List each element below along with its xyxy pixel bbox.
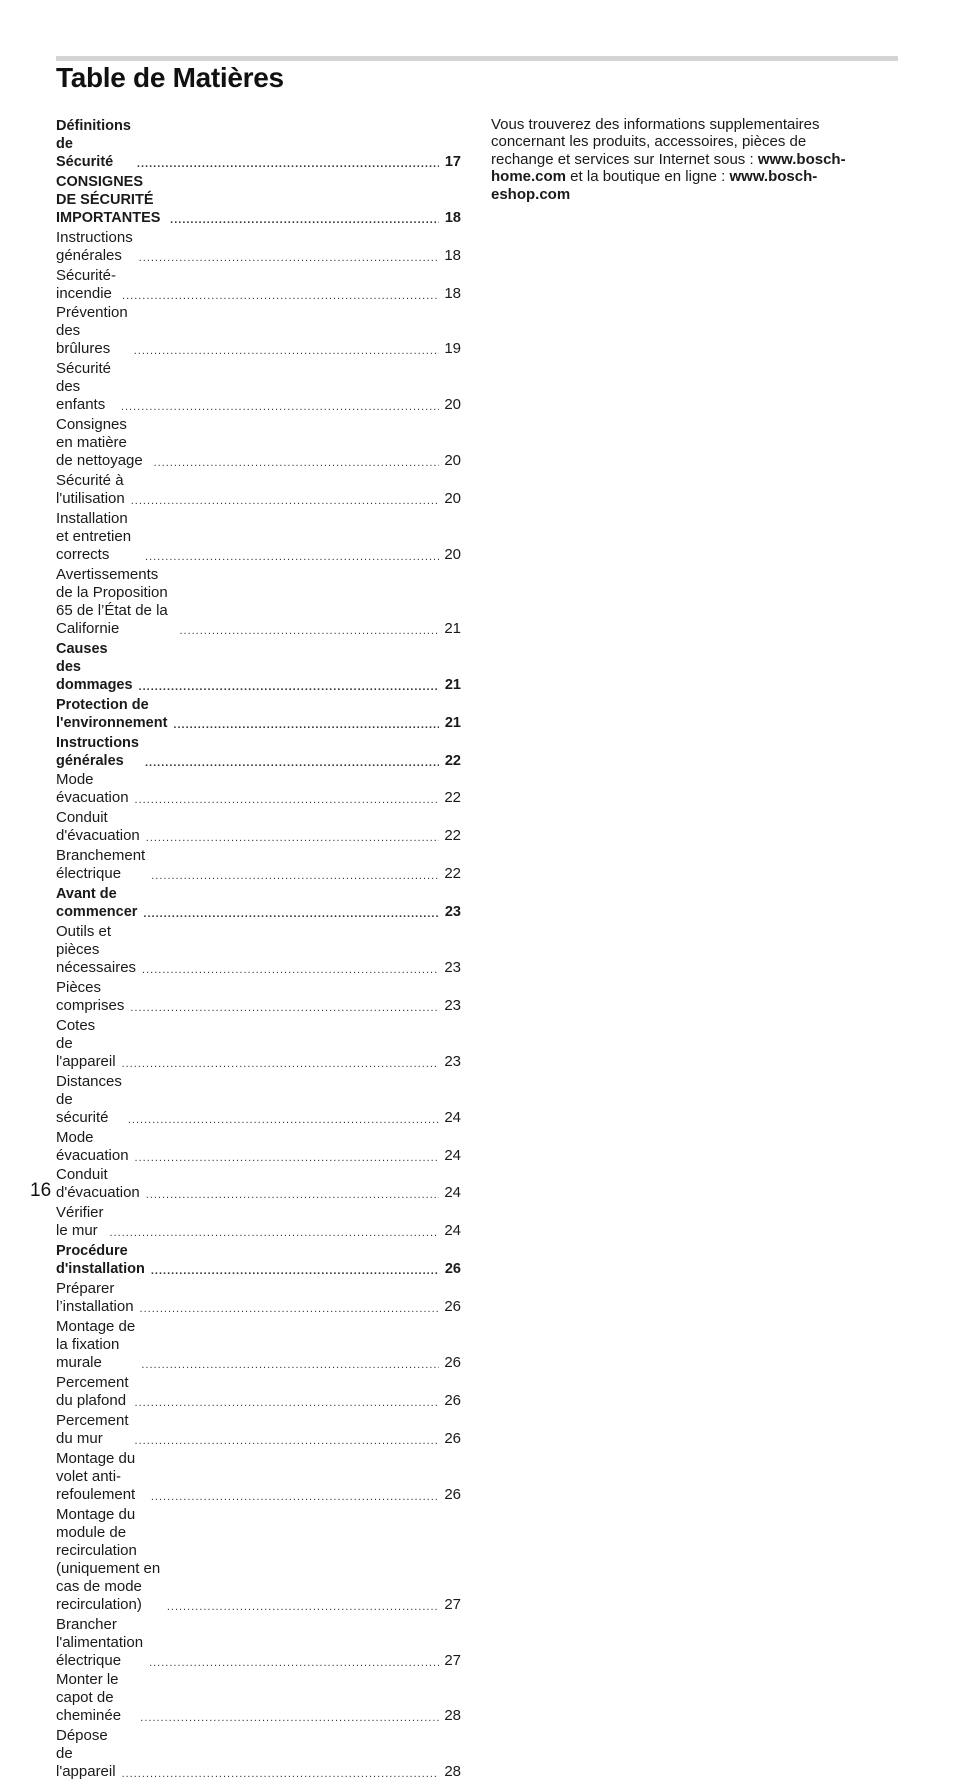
toc-entry[interactable]	[56, 638, 461, 694]
toc-entry-title-line: Causes des dommages	[56, 640, 133, 693]
toc-entry[interactable]	[56, 1448, 461, 1504]
toc-entry-title	[56, 885, 137, 921]
toc-entry[interactable]	[56, 1670, 461, 1726]
toc-entry-title-line: Avant de commencer	[56, 886, 138, 921]
toc-dot-leader	[128, 1113, 439, 1127]
toc-entry[interactable]	[56, 115, 461, 171]
toc-entry-title	[56, 734, 139, 770]
toc-dot-leader	[135, 1151, 439, 1165]
toc-dot-leader	[179, 624, 439, 638]
toc-entry[interactable]	[56, 1316, 461, 1372]
toc-entry-title	[56, 1450, 145, 1504]
toc-entry[interactable]	[56, 1165, 461, 1203]
toc-entry-page: 27	[444, 1595, 461, 1613]
toc-dot-leader	[131, 494, 439, 508]
toc-entry-title-line: CONSIGNES DE SÉCURITÉ IMPORTANTES	[56, 173, 161, 226]
toc-entry[interactable]	[56, 1504, 461, 1614]
toc-entry-page: 24	[444, 1108, 461, 1126]
toc-entry[interactable]	[56, 508, 461, 564]
toc-entry-page: 23	[444, 959, 461, 977]
toc-entry-page: 22	[444, 865, 461, 883]
page-title: Table de Matières	[56, 62, 284, 93]
toc-entry-page: 26	[444, 1298, 461, 1316]
toc-entry-page: 20	[444, 546, 461, 564]
toc-dot-leader	[130, 1001, 439, 1015]
toc-entry-page: 26	[444, 1391, 461, 1409]
toc-entry[interactable]	[56, 1240, 461, 1278]
toc-entry-page: 18	[444, 284, 461, 302]
toc-entry-page: 24	[444, 1222, 461, 1240]
toc-entry[interactable]	[56, 470, 461, 508]
toc-entry-page: 22	[444, 827, 461, 845]
toc-entry[interactable]	[56, 303, 461, 359]
toc-entry-title-line: Installation et entretien corrects	[56, 510, 132, 564]
toc-entry[interactable]	[56, 1071, 461, 1127]
toc-dot-leader	[134, 344, 439, 358]
toc-entry-title-line: Avertissements de la Proposition 65 de l’État de la	[56, 565, 168, 619]
toc-entry-title-line: Sécurité à l'utilisation	[56, 472, 125, 508]
toc-entry-title-line: Outils et pièces nécessaires	[56, 923, 137, 977]
toc-dot-leader	[146, 1188, 439, 1202]
toc-entry-title	[56, 267, 116, 303]
toc-entry-title-line: Sécurité-incendie	[56, 266, 117, 302]
toc-entry[interactable]	[56, 227, 461, 265]
toc-entry-page: 19	[444, 340, 461, 358]
toc-dot-leader	[151, 1490, 439, 1504]
toc-entry-page: 20	[444, 452, 461, 470]
toc-entry-page: 20	[444, 396, 461, 414]
toc-entry-title	[56, 1242, 145, 1278]
toc-entry-title	[56, 1374, 129, 1410]
toc-entry-page: 24	[444, 1146, 461, 1164]
toc-entry-title-line: Consignes en matière de nettoyage	[56, 416, 143, 470]
link-bosch-eshop[interactable]: www.bosch-eshop.com	[491, 168, 818, 203]
toc-entry-title-line: Conduit d'évacuation	[56, 1166, 140, 1202]
toc-entry-page: 18	[444, 246, 461, 264]
toc-dot-leader	[170, 213, 439, 227]
toc-entry-title	[56, 229, 133, 265]
toc-entry-page: 18	[444, 209, 461, 226]
toc-dot-leader	[137, 157, 439, 171]
toc-entry[interactable]	[56, 1725, 461, 1781]
toc-dot-leader	[151, 1264, 439, 1278]
toc-entry-title	[56, 923, 136, 977]
toc-entry-page: 17	[444, 153, 461, 170]
toc-entry[interactable]	[56, 977, 461, 1015]
toc-entry-title-line: Sécurité des enfants	[56, 360, 112, 414]
toc-dot-leader	[135, 1396, 439, 1410]
toc-entry-title-line: Pièces comprises	[56, 978, 125, 1014]
toc-entry-title-line: Brancher l'alimentation électrique	[56, 1615, 144, 1669]
toc-entry[interactable]	[56, 1278, 461, 1316]
toc-dot-leader	[141, 1358, 439, 1372]
toc-entry[interactable]	[56, 883, 461, 921]
toc-entry-title-line: Cotes de l'appareil	[56, 1016, 116, 1070]
toc-entry-title	[56, 1412, 129, 1448]
toc-entry-page: 21	[444, 619, 461, 637]
toc-entry-title	[56, 416, 148, 470]
toc-entry-title	[56, 1073, 122, 1127]
toc-dot-leader	[139, 680, 439, 694]
toc-dot-leader	[135, 793, 439, 807]
toc-entry-title	[56, 640, 133, 694]
toc-entry-title	[56, 360, 115, 414]
toc-dot-leader	[167, 1600, 439, 1614]
toc-entry-title	[56, 510, 139, 564]
toc-entry-page: 23	[444, 1052, 461, 1070]
toc-entry-title-line: Montage du volet anti-refoulement	[56, 1449, 136, 1503]
toc-entry-title	[56, 173, 164, 227]
toc-entry-title	[56, 1280, 134, 1316]
toc-dot-leader	[143, 907, 439, 921]
toc-entry-page: 22	[444, 752, 461, 769]
toc-entry[interactable]	[56, 171, 461, 227]
toc-entry-title	[56, 566, 173, 638]
toc-entry-title	[56, 304, 128, 358]
toc-entry-title-line: Protection de l'environnement	[56, 696, 168, 731]
toc-entry-title	[56, 1017, 116, 1071]
toc-entry-title	[56, 1318, 135, 1372]
toc-entry-title-line: Mode évacuation	[56, 1128, 129, 1164]
toc-entry[interactable]	[56, 414, 461, 470]
toc-entry[interactable]	[56, 770, 461, 808]
info-connector: et la boutique en ligne :	[566, 168, 726, 186]
toc-dot-leader	[151, 869, 439, 883]
toc-entry-page: 26	[444, 1429, 461, 1447]
toc-entry-title	[56, 1727, 116, 1781]
toc-entry-page: 22	[444, 789, 461, 807]
toc-entry[interactable]	[56, 732, 461, 770]
toc-entry-title	[56, 771, 129, 807]
table-of-contents	[56, 115, 461, 1781]
toc-entry-title-line: Conduit d'évacuation	[56, 809, 140, 845]
toc-entry-title-line: Percement du plafond	[56, 1373, 129, 1409]
toc-entry-title-line: Instructions générales	[56, 734, 139, 769]
info-intro: Vous trouverez des informations supplementaires concernant les produits, accessoires, pièces de rechange et services sur Internet sous :	[491, 116, 820, 168]
toc-entry-title-line: Monter le capot de cheminée	[56, 1671, 122, 1725]
toc-entry-title-line: Branchement électrique	[56, 847, 146, 883]
toc-entry-title	[56, 1129, 129, 1165]
toc-dot-leader	[154, 456, 439, 470]
toc-entry[interactable]	[56, 1410, 461, 1448]
toc-entry-title-line: Distances de sécurité	[56, 1072, 122, 1126]
toc-entry-page: 28	[444, 1707, 461, 1725]
toc-entry-title-line: Prévention des brûlures	[56, 304, 128, 358]
toc-dot-leader	[142, 963, 439, 977]
toc-entry-title-line: Procédure d'installation	[56, 1243, 145, 1278]
toc-entry[interactable]	[56, 265, 461, 303]
toc-dot-leader	[146, 831, 439, 845]
toc-entry[interactable]	[56, 694, 461, 732]
toc-entry-page: 28	[444, 1763, 461, 1781]
toc-dot-leader	[173, 718, 439, 732]
toc-entry-title	[56, 979, 124, 1015]
toc-entry-title-line: Mode évacuation	[56, 771, 129, 807]
toc-dot-leader	[149, 1656, 439, 1670]
toc-entry-title-line: Instructions générales	[56, 228, 133, 264]
toc-dot-leader	[135, 1434, 439, 1448]
toc-entry-title	[56, 472, 125, 508]
top-rule	[56, 56, 898, 61]
toc-dot-leader	[110, 1226, 439, 1240]
info-paragraph	[491, 116, 861, 203]
toc-entry-title-line: Dépose de l'appareil	[56, 1727, 116, 1781]
toc-entry-page: 24	[444, 1184, 461, 1202]
toc-dot-leader	[122, 1057, 439, 1071]
toc-entry-title-line: Californie	[56, 619, 120, 637]
toc-entry[interactable]	[56, 1372, 461, 1410]
toc-dot-leader	[145, 756, 439, 770]
toc-dot-leader	[122, 289, 439, 303]
toc-entry[interactable]	[56, 1614, 461, 1670]
toc-entry[interactable]	[56, 807, 461, 845]
toc-dot-leader	[140, 1302, 439, 1316]
toc-entry-page: 26	[444, 1354, 461, 1372]
toc-entry-title-line: Définitions de Sécurité	[56, 117, 131, 170]
toc-entry-title-line: Vérifier le mur	[56, 1204, 104, 1240]
toc-entry[interactable]	[56, 358, 461, 414]
toc-dot-leader	[140, 1711, 439, 1725]
toc-entry-title	[56, 117, 131, 171]
toc-entry-title-line: (uniquement en cas de mode recirculation)	[56, 1559, 161, 1613]
toc-entry-title	[56, 847, 145, 883]
toc-entry[interactable]	[56, 921, 461, 977]
toc-entry[interactable]	[56, 845, 461, 883]
toc-entry[interactable]	[56, 1015, 461, 1071]
toc-dot-leader	[122, 1767, 439, 1781]
toc-entry-page: 27	[444, 1651, 461, 1669]
toc-entry-title	[56, 1506, 161, 1614]
toc-entry-title	[56, 696, 167, 732]
toc-entry-page: 20	[444, 490, 461, 508]
toc-entry[interactable]	[56, 564, 461, 638]
toc-dot-leader	[139, 251, 439, 265]
link-bosch-home[interactable]: www.bosch-home.com	[491, 150, 846, 186]
page-number: 16	[30, 1180, 52, 1201]
toc-dot-leader	[121, 400, 439, 414]
toc-entry-page: 21	[444, 714, 461, 731]
toc-entry-page: 23	[444, 904, 461, 921]
toc-entry-title-line: Montage de la fixation murale	[56, 1318, 136, 1372]
toc-entry-title-line: Préparer l’installation	[56, 1280, 134, 1316]
toc-entry-page: 21	[444, 676, 461, 693]
toc-entry-page: 26	[444, 1485, 461, 1503]
toc-entry-title	[56, 1166, 140, 1202]
toc-entry-title-line: Montage du module de recirculation	[56, 1505, 137, 1559]
toc-entry-page: 23	[444, 996, 461, 1014]
toc-entry-title	[56, 809, 140, 845]
toc-entry-title	[56, 1616, 143, 1670]
toc-entry-page: 26	[444, 1261, 461, 1278]
toc-entry-title-line: Percement du mur	[56, 1411, 129, 1447]
toc-entry[interactable]	[56, 1127, 461, 1165]
toc-entry-title	[56, 1671, 134, 1725]
toc-dot-leader	[145, 550, 439, 564]
